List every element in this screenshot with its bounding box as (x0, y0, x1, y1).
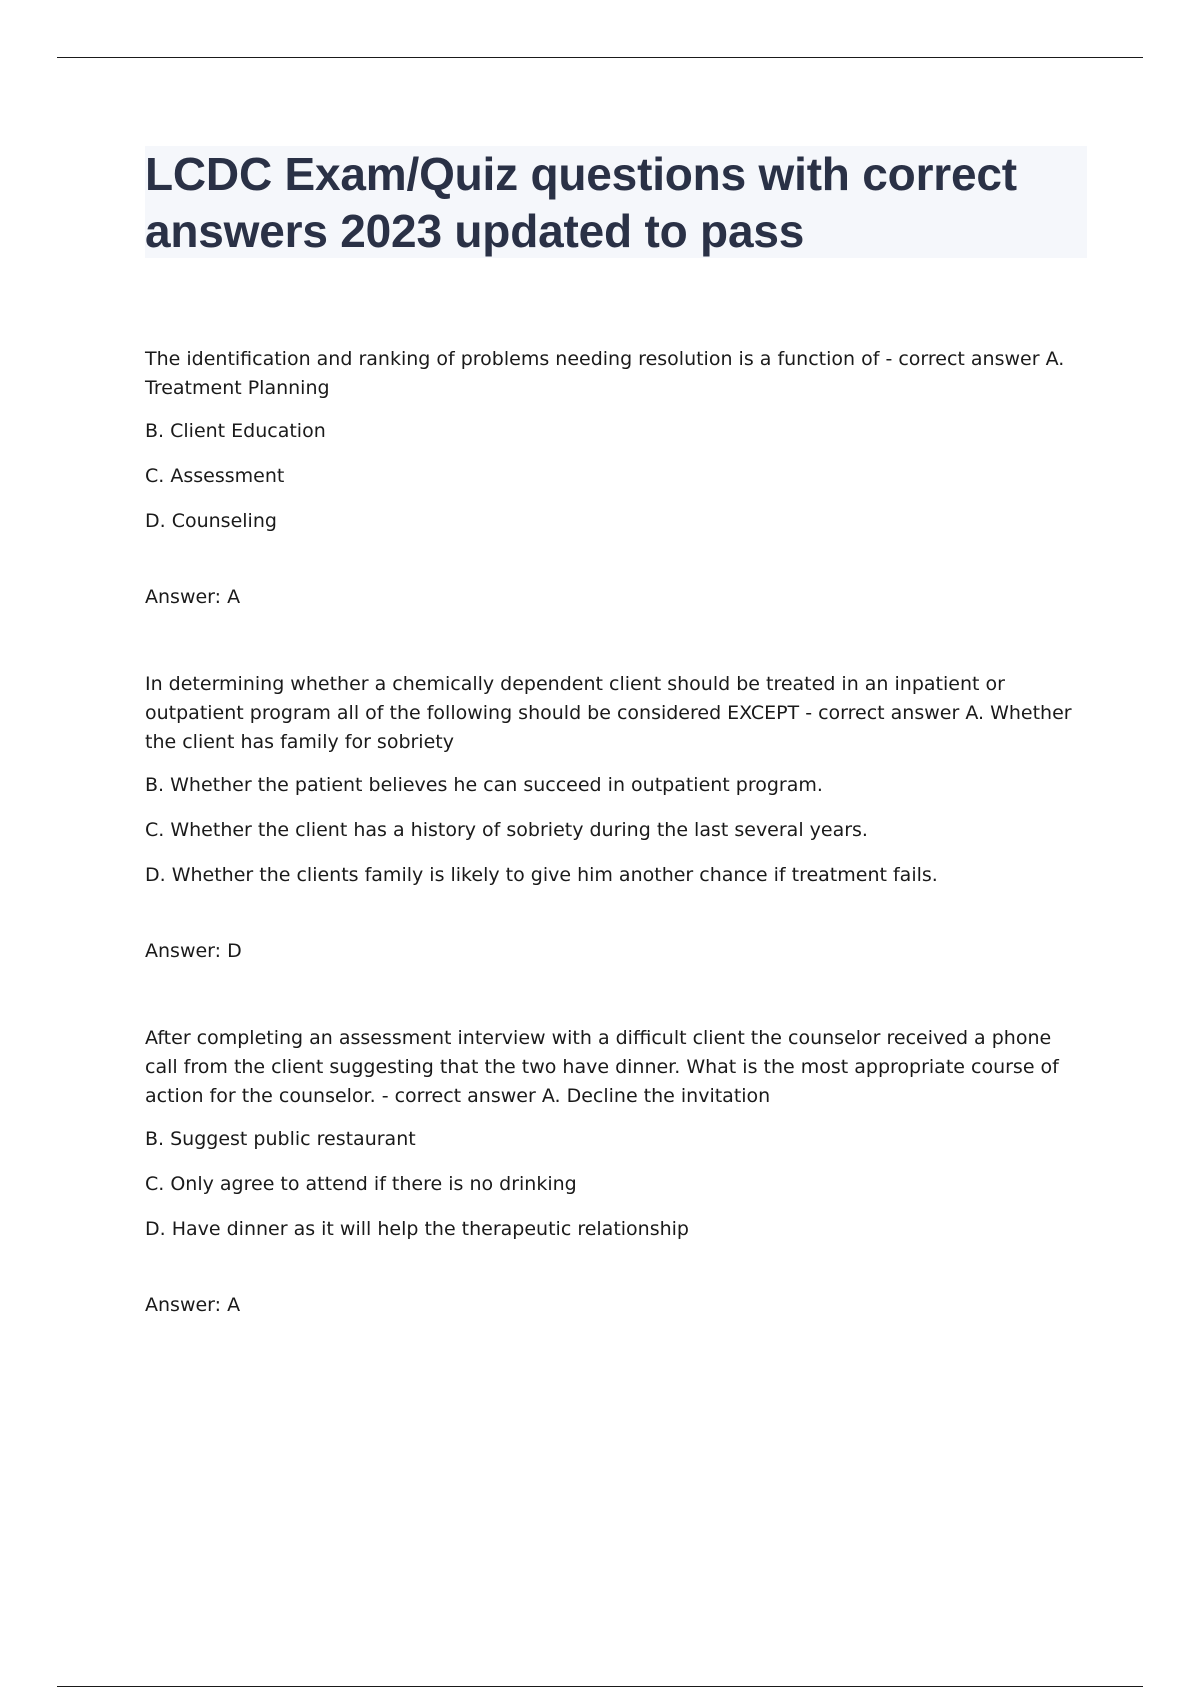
option: C. Only agree to attend if there is no drinking (145, 1173, 577, 1195)
questions-list (145, 345, 1085, 1320)
answer-text: Answer: D (145, 940, 242, 962)
answer-text: Answer: A (145, 586, 241, 608)
question-block (145, 670, 1085, 966)
option: B. Whether the patient believes he can succeed in outpatient program. (145, 774, 823, 796)
option: D. Have dinner as it will help the therapeutic relationship (145, 1218, 689, 1240)
question-text: The identification and ranking of problems needing resolution is a function of - correct answer A. Treatment Planning (145, 348, 1065, 399)
question-text: After completing an assessment interview with a difficult client the counselor received a phone call from the client suggesting that the two have dinner. What is the most appropriate course of action for the counselor. - correct answer A. Decline the invitation (145, 1027, 1059, 1107)
spacer (145, 612, 1085, 670)
option: D. Whether the clients family is likely to give him another chance if treatment fails. (145, 864, 938, 886)
question-text: In determining whether a chemically dependent client should be treated in an inpatient or outpatient program all of the following should be considered EXCEPT - correct answer A. Whether the client has family for sobriety (145, 673, 1072, 753)
bottom-rule (57, 1686, 1143, 1687)
spacer (145, 966, 1085, 1024)
question-block (145, 345, 1085, 612)
top-rule (57, 57, 1143, 58)
option: B. Suggest public restaurant (145, 1128, 416, 1150)
page-title: LCDC Exam/Quiz questions with correct answers 2023 updated to pass (145, 148, 1017, 257)
title-highlight (145, 146, 1087, 258)
option: C. Whether the client has a history of sobriety during the last several years. (145, 819, 868, 841)
option: D. Counseling (145, 510, 277, 532)
option: B. Client Education (145, 420, 326, 442)
option: C. Assessment (145, 465, 285, 487)
question-block (145, 1024, 1085, 1320)
answer-text: Answer: A (145, 1294, 241, 1316)
